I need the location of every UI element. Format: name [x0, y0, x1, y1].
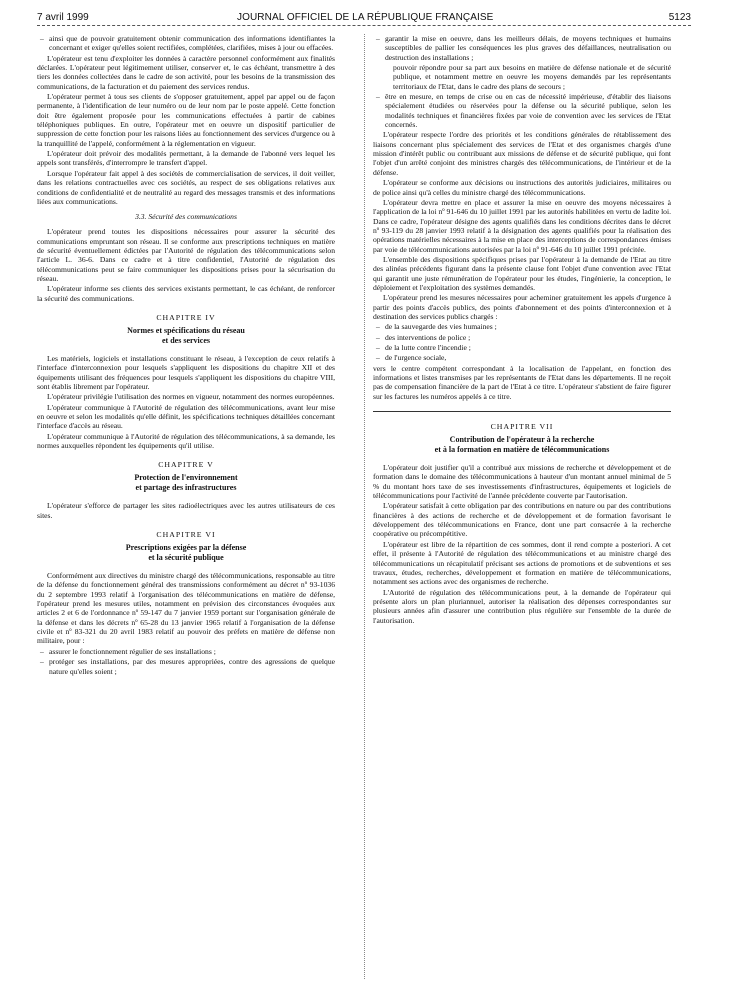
left-column	[37, 34, 335, 979]
section-rule	[373, 411, 671, 412]
paragraph: L'opérateur communique à l'Autorité de régulation des télécommunications, à sa demande, les normes auxquelles répondent les équipements qu'il utilise.	[37, 431, 335, 451]
list-item: – assurer le fonctionnement régulier de ses installations ;	[49, 647, 335, 656]
chapter-label: CHAPITRE V	[158, 460, 214, 470]
list	[37, 647, 335, 676]
paragraph: L'opérateur devra mettre en place et assurer la mise en oeuvre des moyens nécessaires à l'application de la loi nº 91-646 du 10 juillet 1991 par les autorités habilitées en vertu de ladite loi. Dans ce cadre, l'opérateur désigne des agents qualifiés dans les conditions décrites dans le décret nº 93-119 du 28 janvier 1993 relatif à la désignation des agents qualifiés pour la réalisation des opérations matérielles nécessaires à la mise en place des interceptions de correspondances émises par voie de télécommunications autorisées par la loi nº 91-646 du 10 juillet 1991 précitée.	[373, 197, 671, 254]
list-item: – ainsi que de pouvoir gratuitement obtenir communication des informations identifiantes la concernant et exiger qu'elles soient rectifiées, complétées, clarifiées, mises à jour ou effacées.	[49, 34, 335, 53]
header-date: 7 avril 1999	[37, 12, 89, 23]
paragraph: L'opérateur prend toutes les dispositions nécessaires pour assurer la sécurité des communications empruntant son réseau. Il se conforme aux prescriptions techniques en matière de sécurité éventuellement édictées par l'Autorité de régulation des télécommunications selon l'article L. 36-6. Dans ce cadre et à titre confidentiel, l'Autorité de régulation des télécommunications peut se faire communiquer les dispositions prises pour la sécurisation du réseau.	[37, 227, 335, 283]
chapter-title	[37, 473, 335, 493]
paragraph: L'opérateur permet à tous ses clients de s'opposer gratuitement, appel par appel ou de façon permanente, à l'identification de leur numéro ou de leur nom par le poste appelé. Cette fonction doit être également proposée pour les communications effectuées à partir de cabines téléphoniques publiques. En outre, l'opérateur met en oeuvre un dispositif particulier de suppression de cette fonction pour les raisons liées au fonctionnement des services d'urgence ou à la tranquillité de l'appelé, conformément à la réglementation en vigueur.	[37, 92, 335, 148]
chapter-title	[37, 543, 335, 563]
chapter-title-line: et partage des infrastructures	[135, 483, 237, 493]
section-heading: 3.3. Sécurité des communications	[135, 212, 237, 222]
paragraph: L'opérateur communique à l'Autorité de régulation des télécommunications, avant leur mise en oeuvre et selon les modalités qu'elle définit, les spécifications techniques détaillées concernant l'interface d'accès au réseau.	[37, 402, 335, 431]
paragraph: L'opérateur doit justifier qu'il a contribué aux missions de recherche et développement et de formation dans le domaine des télécommunications à hauteur d'un montant annuel minimal de 5 % du montant hors taxe de ses investissements d'infrastructures, équipements et logiciels de télécommunications pour l'activité de l'année précédente couverte par l'autorisation.	[373, 463, 671, 501]
chapter-title-line: Protection de l'environnement	[134, 473, 238, 483]
paragraph: L'Autorité de régulation des télécommunications peut, à la demande de l'opérateur qui présente alors un plan pluriannuel, autoriser la réalisation des dépenses correspondantes sur plusieurs années afin d'assurer une contribution plus régulière sur l'ensemble de la durée de l'autorisation.	[373, 587, 671, 625]
paragraph: Conformément aux directives du ministre chargé des télécommunications, responsable au titre de la défense du fonctionnement général des transmissions conformément au décret nº 93-1036 du 2 septembre 1993 relatif à l'organisation des télécommunications en matière de défense, l'opérateur prend les mesures utiles, notamment en prévision des circonstances évoquées aux articles 2 et 6 de l'ordonnance nº 59-147 du 7 janvier 1959 portant sur l'organisation générale de la défense et dans les décrets nº 65-28 du 13 janvier 1965 relatif à l'organisation de la défense civile et nº 83-321 du 20 avril 1983 relatif au pouvoir des préfets en matière de défense non militaire, pour :	[37, 571, 335, 646]
paragraph: L'opérateur satisfait à cette obligation par des contributions en nature ou par des contributions financières à des actions de recherche et de développement et de formation favorisant le développement des télécommunications en France, dont une part consacrée à la recherche coopérative ou précompétitive.	[373, 501, 671, 539]
paragraph: L'ensemble des dispositions spécifiques prises par l'opérateur à la demande de l'Etat au titre des alinéas précédents figurant dans la présente clause font l'objet d'une convention avec l'Etat qui garantit une juste rémunération de l'opérateur pour les études, l'ingénierie, la conception, le déploiement et l'exploitation des systèmes demandés.	[373, 254, 671, 292]
header-rule	[37, 25, 691, 26]
list-item: – de la sauvegarde des vies humaines ;	[385, 322, 671, 331]
chapter-title	[373, 435, 671, 455]
header-title: JOURNAL OFFICIEL DE LA RÉPUBLIQUE FRANÇAISE	[237, 12, 494, 23]
paragraph: L'opérateur est tenu d'exploiter les données à caractère personnel conformément aux finalités déclarées. L'opérateur peut légitimement utiliser, conserver et, le cas échéant, transmettre à des tiers les données collectées dans le cadre de son activité, pour les besoins de la transmission des communications, de la facturation et du paiement des services rendus.	[37, 53, 335, 91]
paragraph: pouvoir répondre pour sa part aux besoins en matière de défense nationale et de sécurité publique, et notamment mettre en oeuvre les moyens demandés par les représentants territoriaux de l'Etat, dans le cadre des plans de secours ;	[393, 63, 671, 91]
list-item: – de la lutte contre l'incendie ;	[385, 343, 671, 352]
chapter-title-line: Contribution de l'opérateur à la recherche	[449, 435, 595, 445]
list	[373, 92, 671, 129]
paragraph: Les matériels, logiciels et installations constituant le réseau, à l'exception de ceux relatifs à l'interface d'interconnexion pour lesquels s'appliquent les dispositions du chapitre XII et des équipements utilisant des fréquences pour lesquels s'appliquent les dispositions du chapitre VIII, sont établis librement par l'opérateur.	[37, 353, 335, 391]
list	[37, 34, 335, 53]
column-divider	[364, 34, 365, 979]
chapter-label: CHAPITRE VI	[156, 530, 216, 540]
indented-block	[373, 63, 671, 91]
list-item: – être en mesure, en temps de crise ou en cas de nécessité impérieuse, d'établir des liaisons spécialement étudiées ou réservées pour la défense ou la sécurité publique, selon les modalités techniques et financières fixées par voie de convention avec les services de l'Etat concernés.	[385, 92, 671, 129]
chapter-title-line: et à la formation en matière de télécommunications	[434, 445, 610, 455]
list-item: – protéger ses installations, par des mesures appropriées, contre des agressions de quelque nature qu'elles soient ;	[49, 657, 335, 676]
right-column	[373, 34, 671, 979]
list	[373, 322, 671, 362]
page-header	[0, 0, 731, 24]
chapter-label: CHAPITRE IV	[156, 312, 216, 322]
header-page-number: 5123	[668, 12, 691, 23]
list-item: – garantir la mise en oeuvre, dans les meilleurs délais, de moyens techniques et humains susceptibles de pallier les conséquences les plus graves des défaillances, neutralisation ou destruction des installations ;	[385, 34, 671, 62]
chapter-title-line: et la sécurité publique	[148, 553, 224, 563]
paragraph: L'opérateur doit prévoir des modalités permettant, à la demande de l'abonné vers lequel les appels sont transférés, d'interrompre le transfert d'appel.	[37, 149, 335, 168]
list-item: – des interventions de police ;	[385, 333, 671, 342]
chapter-label: CHAPITRE VII	[490, 422, 554, 432]
paragraph: vers le centre compétent correspondant à la localisation de l'appelant, en fonction des informations et listes transmises par les représentants de l'Etat dans les départements. Il ne reçoit pas de compensation financière de la part de l'Etat à ce titre. L'opérateur s'abstient de faire figurer sur les factures les numéros appelés à ce titre.	[373, 363, 671, 401]
paragraph: L'opérateur prend les mesures nécessaires pour acheminer gratuitement les appels d'urgence à partir des points d'accès publics, des points d'abonnement et des points d'interconnexion et à destination des services publics chargés :	[373, 293, 671, 321]
paragraph: L'opérateur informe ses clients des services existants permettant, le cas échéant, de renforcer la sécurité des communications.	[37, 284, 335, 303]
paragraph: L'opérateur privilégie l'utilisation des normes en vigueur, notamment des normes européennes.	[47, 392, 335, 402]
chapter-title	[37, 326, 335, 346]
chapter-title-line: Normes et spécifications du réseau	[127, 325, 245, 335]
chapter-title-line: et des services	[162, 335, 210, 345]
paragraph: L'opérateur est libre de la répartition de ces sommes, dont il rend compte a posteriori. A cet effet, il présente à l'Autorité de régulation des télécommunications et au ministre chargé des télécommunications un récapitulatif précisant ses actions de promotions et de subventions et ses travaux, études, recherches, développement et formation en matière de télécommunications, notamment ses actions avec des organismes de recherche.	[373, 539, 671, 587]
list	[373, 34, 671, 62]
paragraph: L'opérateur respecte l'ordre des priorités et les conditions générales de rétablissement des liaisons concernant plus spécialement des services de l'Etat et des organismes chargés d'une mission d'intérêt public ou contribuant aux missions de défense et de sécurité publique, qui font l'objet d'un arrêté conjoint des ministres chargés des télécommunications, de l'intérieur et de la défense.	[373, 130, 671, 177]
paragraph: L'opérateur se conforme aux décisions ou instructions des autorités judiciaires, militaires ou de police ainsi qu'à celles du ministre chargé des télécommunications.	[373, 178, 671, 197]
chapter-title-line: Prescriptions exigées par la défense	[125, 543, 247, 553]
paragraph: Lorsque l'opérateur fait appel à des sociétés de commercialisation de services, il doit veiller, dans les relations contractuelles avec ces sociétés, au respect de ses obligations relatives aux conditions de confidentialité et de neutralité au regard des messages transmis et des informations liées aux communications.	[37, 168, 335, 206]
paragraph: L'opérateur s'efforce de partager les sites radioélectriques avec les autres utilisateurs de ces sites.	[37, 501, 335, 520]
list-item: – de l'urgence sociale,	[385, 353, 671, 362]
